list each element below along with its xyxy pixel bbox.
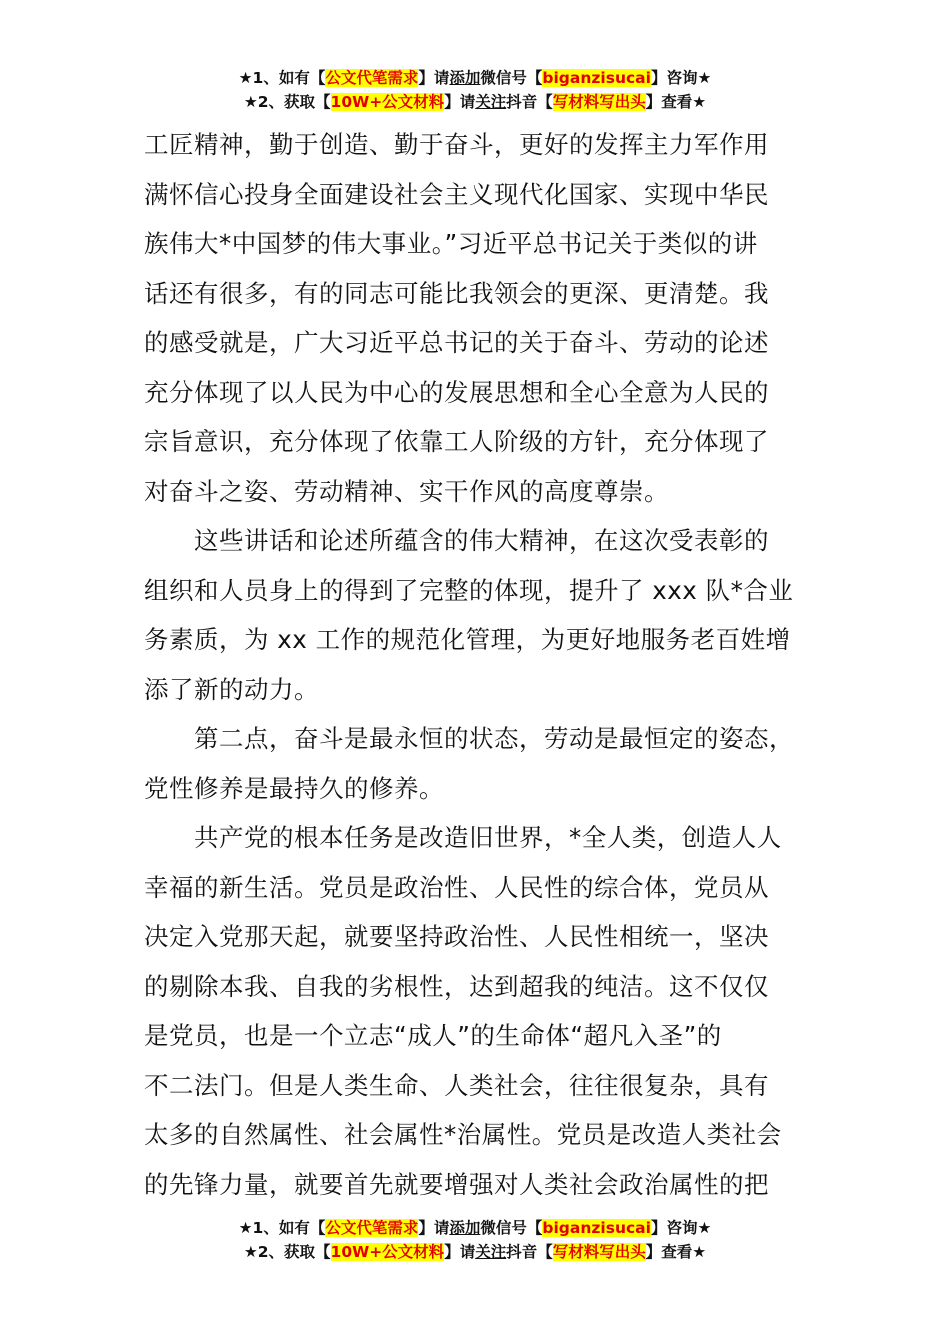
banner-underline: 添加 [449, 69, 481, 87]
banner-text: 抖音【 [506, 1243, 553, 1261]
banner-text: 】查看★ [645, 93, 707, 111]
banner-text: 微信号【 [480, 69, 543, 87]
banner-text: 】请 [418, 69, 450, 87]
body-line: 这些讲话和论述所蕴含的伟大精神，在这次受表彰的 [194, 526, 769, 555]
banner-text: 】请 [444, 93, 476, 111]
body-line: 话还有很多，有的同志可能比我领会的更深、更清楚。我 [144, 278, 769, 308]
banner-underline: 添加 [449, 1219, 481, 1237]
banner-text: 】咨询★ [650, 69, 712, 87]
banner-highlight: 10W+公文材料 [330, 1243, 445, 1261]
banner-text: 】请 [444, 1243, 476, 1261]
body-line: 的先锋力量，就要首先就要增强对人类社会政治属性的把 [144, 1169, 769, 1199]
banner-highlight: 写材料写出头 [552, 93, 646, 111]
body-line: 对奋斗之姿、劳动精神、实干作风的高度尊崇。 [144, 476, 669, 506]
body-line: 的感受就是，广大习近平总书记的关于奋斗、劳动的论述 [144, 328, 769, 357]
body-line: 党性修养是最持久的修养。 [144, 773, 444, 803]
banner-highlight: 公文代笔需求 [325, 69, 419, 87]
banner-highlight: biganzisucai [542, 69, 651, 87]
banner-text: 抖音【 [506, 93, 553, 111]
body-line: 共产党的根本任务是改造旧世界，*全人类，创造人人 [194, 823, 782, 852]
body-line: 工匠精神，勤于创造、勤于奋斗，更好的发挥主力军作用 [144, 130, 769, 159]
body-line: 充分体现了以人民为中心的发展思想和全心全意为人民的 [144, 377, 769, 407]
banner-text: 微信号【 [480, 1219, 543, 1237]
banner-highlight: biganzisucai [542, 1219, 651, 1237]
banner-text: 】请 [418, 1219, 450, 1237]
banner-highlight: 10W+公文材料 [330, 93, 445, 111]
banner-text: ★1、如有【 [238, 1219, 326, 1237]
banner-highlight: 公文代笔需求 [325, 1219, 419, 1237]
body-line: 不二法门。但是人类生命、人类社会，往往很复杂，具有 [144, 1070, 769, 1100]
body-line: 组织和人员身上的得到了完整的体现，提升了 xxx 队*合业 [144, 575, 794, 605]
banner-text: ★2、获取【 [243, 93, 331, 111]
banner-underline: 关注 [475, 93, 507, 111]
document-body [144, 120, 824, 1209]
body-line: 族伟大*中国梦的伟大事业。”习近平总书记关于类似的讲 [144, 229, 758, 258]
body-line: 决定入党那天起，就要坚持政治性、人民性相统一，坚决 [144, 922, 769, 951]
body-line: 的剔除本我、自我的劣根性，达到超我的纯洁。这不仅仅 [144, 971, 769, 1001]
banner-text: 】查看★ [645, 1243, 707, 1261]
body-line: 务素质，为 xx 工作的规范化管理，为更好地服务老百姓增 [144, 625, 791, 654]
banner-line-1 [0, 1216, 950, 1240]
banner-line-2 [0, 1240, 950, 1264]
banner-highlight: 写材料写出头 [552, 1243, 646, 1261]
banner-text: ★2、获取【 [243, 1243, 331, 1261]
body-line: 第二点，奋斗是最永恒的状态，劳动是最恒定的姿态， [194, 724, 794, 753]
body-line: 太多的自然属性、社会属性*治属性。党员是改造人类社会 [144, 1120, 782, 1149]
body-line: 是党员，也是一个立志“成人”的生命体“超凡入圣”的 [144, 1021, 722, 1050]
body-line: 幸福的新生活。党员是政治性、人民性的综合体，党员从 [144, 872, 769, 902]
banner-underline: 关注 [475, 1243, 507, 1261]
banner-text: 】咨询★ [650, 1219, 712, 1237]
banner-text: ★1、如有【 [238, 69, 326, 87]
body-line: 宗旨意识，充分体现了依靠工人阶级的方针，充分体现了 [144, 427, 769, 456]
body-line: 添了新的动力。 [144, 674, 319, 704]
banner-line-1 [0, 66, 950, 90]
footer-banner [0, 1216, 950, 1264]
banner-line-2 [0, 90, 950, 114]
body-line: 满怀信心投身全面建设社会主义现代化国家、实现中华民 [144, 179, 769, 209]
header-banner [0, 66, 950, 114]
